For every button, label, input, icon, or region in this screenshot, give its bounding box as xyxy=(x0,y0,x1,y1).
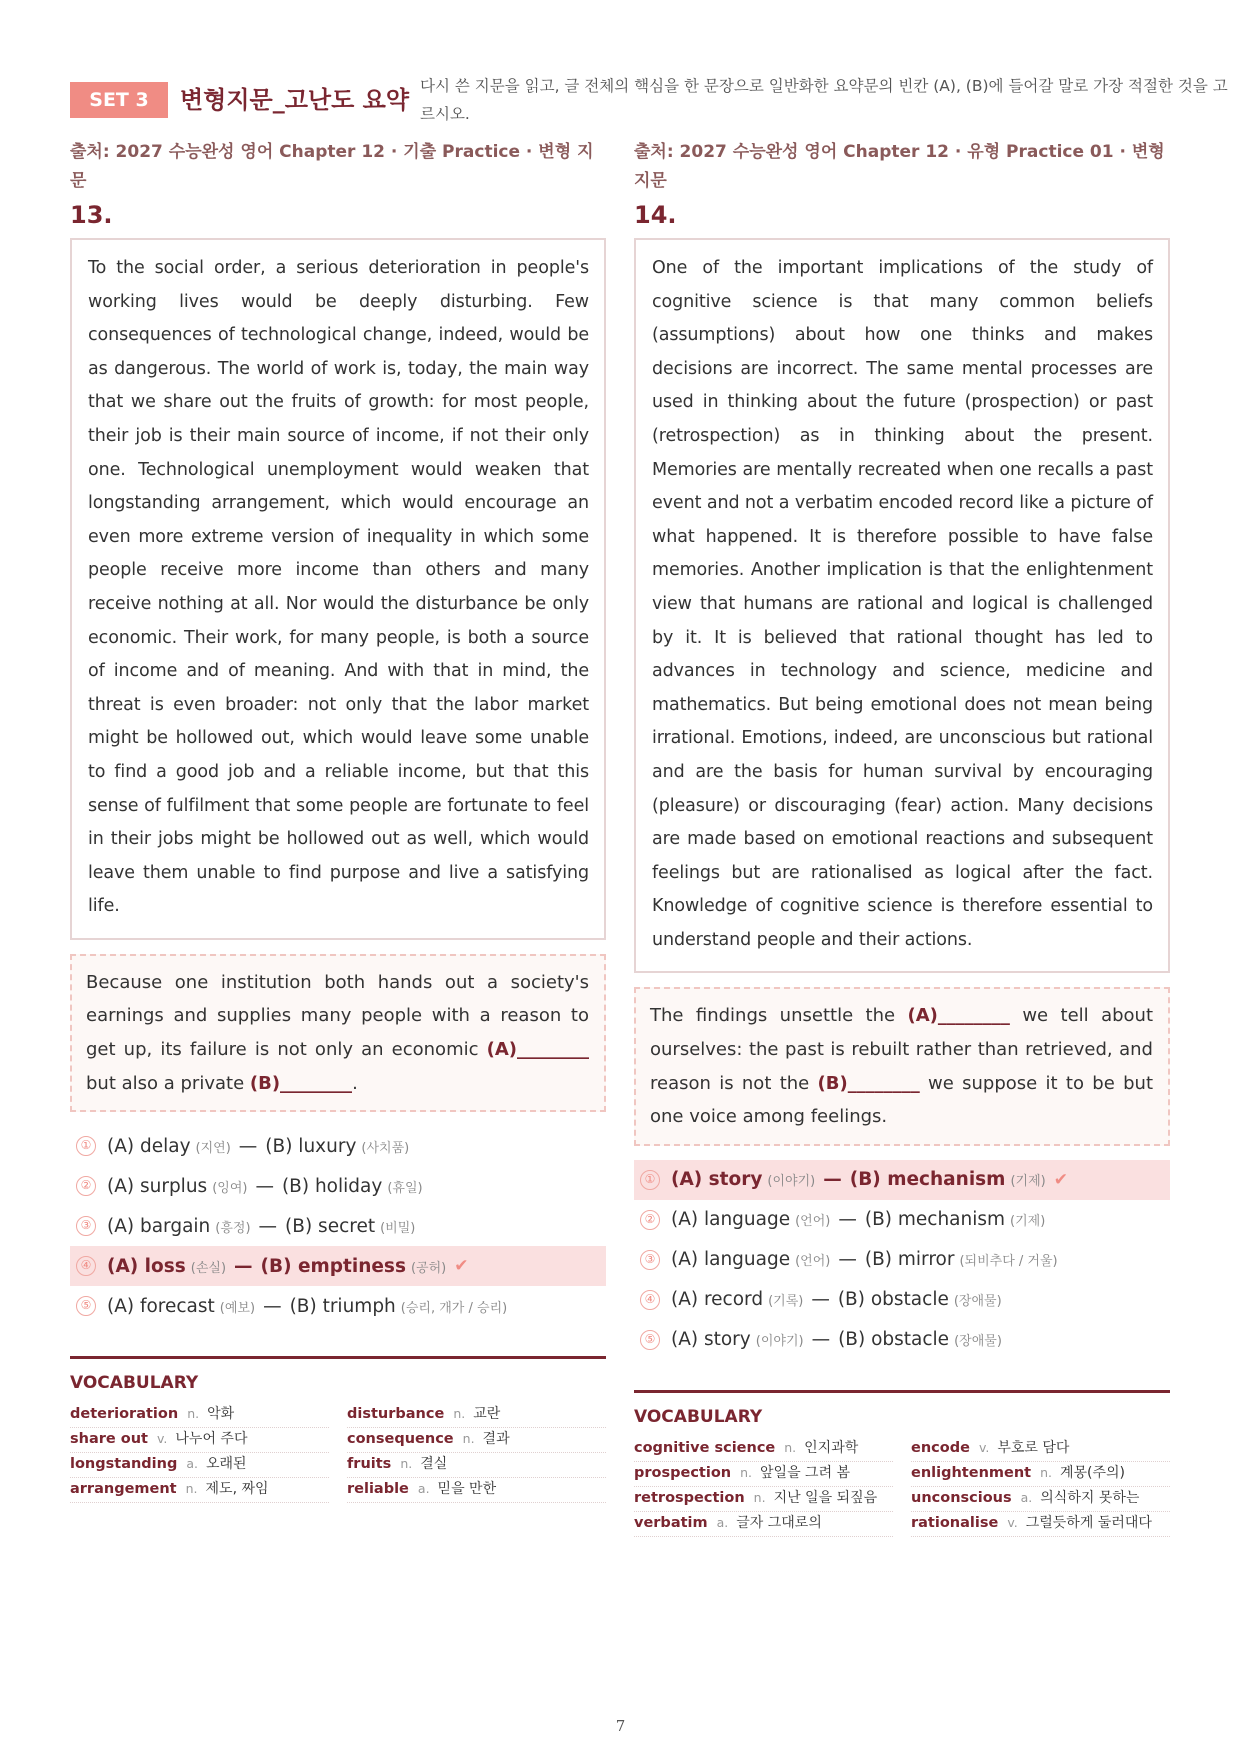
option-a-gloss: (지연) xyxy=(195,1140,231,1156)
blank-b: (B)________ xyxy=(249,1072,353,1094)
summary-text: The findings unsettle the xyxy=(650,1005,908,1027)
answer-option[interactable] xyxy=(634,1320,1170,1360)
vocab-meaning: 결과 xyxy=(482,1431,510,1448)
answer-options xyxy=(634,1160,1170,1360)
option-number-icon: ② xyxy=(640,1210,660,1230)
vocabulary-section xyxy=(634,1390,1170,1537)
vocab-item xyxy=(70,1478,329,1503)
option-b: (B) holiday xyxy=(281,1175,383,1197)
option-b: (B) triumph xyxy=(289,1295,396,1317)
option-b-gloss: (장애물) xyxy=(953,1294,1002,1310)
option-number-icon: ④ xyxy=(640,1290,660,1310)
option-b-gloss: (기제) xyxy=(1010,1214,1046,1230)
option-dash: — xyxy=(838,1209,857,1231)
option-a: (A) language xyxy=(671,1249,791,1271)
option-a-gloss: (기록) xyxy=(768,1294,804,1310)
option-dash: — xyxy=(263,1295,282,1317)
vocab-pos: n. xyxy=(185,1481,198,1497)
answer-option[interactable] xyxy=(70,1286,606,1326)
vocab-item xyxy=(634,1437,893,1462)
blank-a: (A)________ xyxy=(486,1039,589,1061)
question-number: 13. xyxy=(70,201,113,229)
option-b: (B) mechanism xyxy=(849,1169,1006,1191)
vocab-item xyxy=(911,1512,1170,1537)
vocab-word: consequence xyxy=(347,1431,454,1448)
option-number-icon: ④ xyxy=(76,1256,96,1276)
vocab-meaning: 계몽(주의) xyxy=(1060,1464,1126,1481)
option-a: (A) story xyxy=(671,1169,763,1191)
answer-option[interactable] xyxy=(70,1166,606,1206)
vocab-meaning: 제도, 짜임 xyxy=(205,1481,269,1498)
option-b: (B) mirror xyxy=(864,1249,955,1271)
vocab-pos: a. xyxy=(186,1456,198,1472)
option-a-gloss: (잉여) xyxy=(212,1180,248,1196)
vocab-word: verbatim xyxy=(634,1514,708,1531)
vocab-pos: v. xyxy=(978,1439,990,1455)
option-dash: — xyxy=(823,1169,842,1191)
option-b-gloss: (기제) xyxy=(1010,1174,1046,1190)
option-b-gloss: (공허) xyxy=(410,1260,447,1276)
question-source: 출처: 2027 수능완성 영어 Chapter 12 · 유형 Practice 01 · 변형 지문 xyxy=(634,142,1165,191)
option-dash: — xyxy=(258,1215,278,1237)
vocab-word: enlightenment xyxy=(911,1464,1032,1481)
check-icon: ✔ xyxy=(454,1256,469,1277)
answer-options xyxy=(70,1126,606,1326)
vocab-meaning: 인지과학 xyxy=(804,1439,859,1456)
option-b: (B) secret xyxy=(285,1215,376,1237)
question-14 xyxy=(634,138,1170,1537)
option-b-gloss: (승리, 개가 / 승리) xyxy=(400,1300,508,1316)
summary-text: but also a private xyxy=(86,1072,250,1094)
answer-option[interactable] xyxy=(70,1126,606,1166)
vocab-pos: n. xyxy=(740,1464,753,1480)
answer-option[interactable] xyxy=(70,1206,606,1246)
option-a-gloss: (언어) xyxy=(795,1254,831,1270)
vocab-item xyxy=(70,1453,329,1478)
option-a: (A) record xyxy=(671,1289,764,1311)
question-number: 14. xyxy=(634,201,677,229)
summary-text: we tell about ourselves: the past is rebuilt rather than retrieved, and reason is not the xyxy=(650,1005,1154,1094)
vocab-word: retrospection xyxy=(634,1489,745,1506)
option-number-icon: ⑤ xyxy=(640,1330,660,1350)
vocab-item xyxy=(634,1512,893,1537)
vocab-pos: a. xyxy=(1020,1489,1033,1505)
vocab-meaning: 교란 xyxy=(473,1406,501,1423)
passage-box: One of the important implications of the study of cognitive science is that many common beliefs (assumptions) about how one thinks and makes decisions are incorrect. The same mental processes are used in thinking about the future (prospection) or past (retrospection) as in thinking about the present. Memories are mentally recreated when one recalls a past event and not a verbatim encoded record like a picture of what happened. It is therefore possible to have false memories. Another implication is that the enlightenment view that humans are rational and logical is challenged by it. It is believed that rational thought has led to advances in technology and science, medicine and mathematics. But being emotional does not mean being irrational. Emotions, indeed, are unconscious but rational and are the basis for human survival by encouraging (pleasure) or discouraging (fear) action. Many decisions are made based on emotional reactions and subsequent feelings but are rationalised as logical after the fact. Knowledge of cognitive science is therefore essential to understand people and their actions. xyxy=(634,238,1170,973)
vocab-word: unconscious xyxy=(911,1489,1012,1506)
answer-option-correct[interactable] xyxy=(70,1246,606,1286)
option-a: (A) story xyxy=(671,1329,751,1351)
vocab-pos: a. xyxy=(716,1514,729,1530)
summary-text: . xyxy=(352,1072,358,1094)
vocab-item xyxy=(70,1428,329,1453)
option-b-gloss: (되비추다 / 거울) xyxy=(959,1254,1058,1270)
option-b: (B) luxury xyxy=(265,1135,357,1157)
option-number-icon: ① xyxy=(76,1136,96,1156)
vocab-meaning: 악화 xyxy=(207,1406,235,1423)
vocab-item xyxy=(347,1453,606,1478)
vocab-pos: n. xyxy=(1040,1464,1052,1480)
option-b: (B) obstacle xyxy=(838,1329,950,1351)
set-title: 변형지문_고난도 요약 xyxy=(180,86,410,114)
blank-b: (B)________ xyxy=(817,1072,920,1094)
vocab-pos: n. xyxy=(784,1439,797,1455)
vocab-word: encode xyxy=(911,1439,970,1456)
vocabulary-title: VOCABULARY xyxy=(70,1373,199,1394)
option-number-icon: ③ xyxy=(76,1216,96,1236)
vocab-item xyxy=(347,1403,606,1428)
vocabulary-section xyxy=(70,1356,606,1503)
vocab-pos: n. xyxy=(753,1489,766,1505)
option-b: (B) emptiness xyxy=(260,1255,406,1277)
vocab-meaning: 앞일을 그려 봄 xyxy=(760,1464,851,1481)
vocab-meaning: 나누어 주다 xyxy=(175,1431,248,1448)
question-source: 출처: 2027 수능완성 영어 Chapter 12 · 기출 Practice · 변형 지문 xyxy=(70,142,594,191)
vocab-pos: n. xyxy=(462,1431,475,1447)
vocab-pos: v. xyxy=(157,1431,168,1447)
option-number-icon: ① xyxy=(640,1170,660,1190)
vocab-pos: n. xyxy=(187,1406,200,1422)
vocab-meaning: 부호로 담다 xyxy=(997,1439,1070,1456)
option-a: (A) language xyxy=(671,1209,791,1231)
check-icon: ✔ xyxy=(1053,1169,1068,1190)
vocab-word: reliable xyxy=(347,1481,409,1498)
option-dash: — xyxy=(811,1289,830,1311)
answer-option[interactable] xyxy=(634,1240,1170,1280)
summary-box xyxy=(634,987,1170,1145)
vocab-item xyxy=(911,1462,1170,1487)
option-a: (A) loss xyxy=(107,1255,186,1277)
vocab-item xyxy=(347,1478,606,1503)
option-a: (A) forecast xyxy=(107,1295,215,1317)
vocab-word: cognitive science xyxy=(634,1439,776,1456)
vocab-word: longstanding xyxy=(70,1456,178,1473)
option-a-gloss: (이야기) xyxy=(755,1334,804,1350)
option-a-gloss: (이야기) xyxy=(767,1174,816,1190)
vocab-meaning: 의식하지 못하는 xyxy=(1040,1489,1140,1506)
vocab-word: rationalise xyxy=(911,1514,999,1531)
vocab-meaning: 결실 xyxy=(420,1456,448,1473)
vocab-word: share out xyxy=(70,1431,148,1448)
option-a: (A) surplus xyxy=(107,1175,208,1197)
vocab-meaning: 지난 일을 되짚음 xyxy=(773,1489,878,1506)
vocab-item xyxy=(911,1437,1170,1462)
vocab-word: disturbance xyxy=(347,1406,445,1423)
option-b: (B) obstacle xyxy=(837,1289,949,1311)
vocab-word: prospection xyxy=(634,1464,732,1481)
vocabulary-title: VOCABULARY xyxy=(634,1406,763,1427)
answer-option[interactable] xyxy=(634,1200,1170,1240)
option-b: (B) mechanism xyxy=(864,1209,1006,1231)
option-dash: — xyxy=(811,1329,831,1351)
vocab-meaning: 믿을 만한 xyxy=(437,1481,497,1498)
option-number-icon: ② xyxy=(76,1176,96,1196)
set-header xyxy=(70,70,1228,130)
vocab-pos: v. xyxy=(1007,1514,1018,1530)
option-b-gloss: (휴일) xyxy=(387,1180,423,1196)
option-b-gloss: (비밀) xyxy=(380,1220,416,1236)
vocab-item xyxy=(634,1487,893,1512)
vocab-meaning: 그럴듯하게 둘러대다 xyxy=(1025,1514,1152,1531)
option-dash: — xyxy=(838,1249,857,1271)
vocab-word: fruits xyxy=(347,1456,392,1473)
answer-option[interactable] xyxy=(634,1280,1170,1320)
vocab-item xyxy=(70,1403,329,1428)
option-b-gloss: (사치품) xyxy=(361,1140,410,1156)
option-a: (A) delay xyxy=(107,1135,191,1157)
option-number-icon: ③ xyxy=(640,1250,660,1270)
vocab-meaning: 오래된 xyxy=(206,1456,247,1473)
vocab-pos: a. xyxy=(417,1481,430,1497)
summary-text: we suppose it to be but one voice among feelings. xyxy=(650,1072,1153,1128)
vocab-pos: n. xyxy=(400,1456,413,1472)
option-a-gloss: (흥정) xyxy=(215,1220,251,1236)
option-dash: — xyxy=(238,1135,258,1157)
answer-option-correct[interactable] xyxy=(634,1160,1170,1200)
vocab-pos: n. xyxy=(453,1406,466,1422)
option-a: (A) bargain xyxy=(107,1215,211,1237)
vocab-meaning: 글자 그대로의 xyxy=(736,1514,822,1531)
option-a-gloss: (손실) xyxy=(190,1260,227,1276)
option-dash: — xyxy=(234,1255,253,1277)
set-instruction: 다시 쓴 지문을 읽고, 글 전체의 핵심을 한 문장으로 일반화한 요약문의 빈칸 (A), (B)에 들어갈 말로 가장 적절한 것을 고르시오. xyxy=(420,77,1228,123)
vocab-item xyxy=(911,1487,1170,1512)
vocab-item xyxy=(634,1462,893,1487)
blank-a: (A)________ xyxy=(907,1005,1010,1027)
vocabulary-list xyxy=(70,1403,606,1503)
vocab-word: arrangement xyxy=(70,1481,177,1498)
vocab-word: deterioration xyxy=(70,1406,179,1423)
passage-box: To the social order, a serious deterioration in people's working lives would be deeply disturbing. Few consequences of technological change, indeed, would be as dangerous. The world of work is, today, the main way that we share out the fruits of growth: for most people, their job is their main source of income, if not their only one. Technological unemployment would weaken that longstanding arrangement, which would encourage an even more extreme version of inequality in which some people receive more income than others and many receive nothing at all. Nor would the disturbance be only economic. Their work, for many people, is both a source of income and of meaning. And with that in mind, the threat is even broader: not only that the labor market might be hollowed out, which would leave some unable to find a good job and a reliable income, but that this sense of fulfilment that some people are fortunate to feel in their jobs might be hollowed out as well, which would leave them unable to find purpose and live a satisfying life. xyxy=(70,238,606,940)
option-dash: — xyxy=(255,1175,274,1197)
option-a-gloss: (예보) xyxy=(219,1300,256,1316)
summary-text: Because one institution both hands out a society's earnings and supplies many people with a reason to get up, its failure is not only an economic xyxy=(86,971,589,1061)
vocabulary-list xyxy=(634,1437,1170,1537)
page-number: 7 xyxy=(615,1717,626,1735)
set-badge: SET 3 xyxy=(70,82,168,118)
summary-box xyxy=(70,954,606,1112)
vocab-item xyxy=(347,1428,606,1453)
question-13 xyxy=(70,138,606,1503)
option-b-gloss: (장애물) xyxy=(954,1334,1002,1350)
option-number-icon: ⑤ xyxy=(76,1296,96,1316)
option-a-gloss: (언어) xyxy=(795,1214,831,1230)
